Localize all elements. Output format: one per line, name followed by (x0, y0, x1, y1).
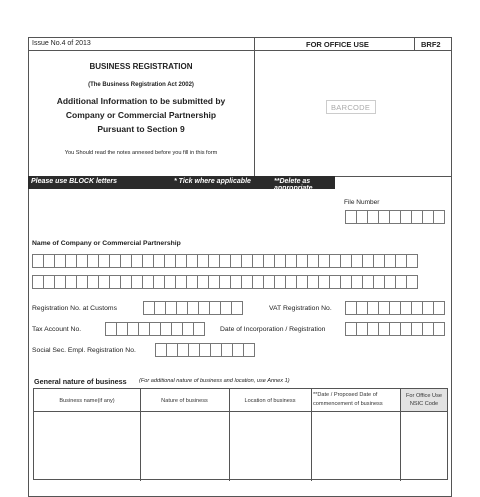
customs-registration-field[interactable] (143, 301, 242, 315)
title-line-3: Pursuant to Section 9 (97, 124, 185, 134)
instruction-bar (28, 176, 335, 192)
customs-registration-label: Registration No. at Customs (32, 305, 117, 312)
act-reference: (The Business Registration Act 2002) (88, 82, 194, 88)
nature-table-header-divider (34, 411, 447, 412)
company-name-field-row-2[interactable] (32, 275, 417, 289)
incorporation-date-field[interactable] (345, 322, 444, 336)
nature-table-col-divider (311, 389, 312, 481)
vat-registration-label: VAT Registration No. (269, 305, 332, 312)
column-header-location: Location of business (244, 398, 296, 404)
character-box[interactable] (406, 254, 418, 268)
tick-instruction: * Tick where applicable (174, 178, 251, 185)
character-box[interactable] (243, 343, 255, 357)
character-box[interactable] (193, 322, 205, 336)
delete-instruction: **Delete as appropriate (274, 178, 313, 192)
character-box[interactable] (433, 210, 445, 224)
nature-annex-note: (For additional nature of business and location, use Annex 1) (139, 378, 290, 384)
header-divider (28, 50, 452, 51)
location-cell[interactable] (231, 413, 309, 479)
form-title: BUSINESS REGISTRATION (89, 62, 193, 71)
tax-account-label: Tax Account No. (32, 326, 82, 333)
character-box[interactable] (433, 322, 445, 336)
vat-registration-field[interactable] (345, 301, 444, 315)
form-code-divider (414, 37, 415, 50)
commencement-date-cell[interactable] (313, 413, 398, 479)
business-name-cell[interactable] (36, 413, 138, 479)
incorporation-date-label: Date of Incorporation / Registration (220, 326, 326, 333)
character-box[interactable] (231, 301, 243, 315)
nature-table (33, 388, 448, 480)
company-name-label: Name of Company or Commercial Partnership (32, 240, 181, 247)
barcode-box (326, 100, 376, 114)
social-security-field[interactable] (155, 343, 254, 357)
column-header-nature: Nature of business (161, 398, 208, 404)
block-letters-instruction: Please use BLOCK letters (31, 178, 117, 185)
nature-heading: General nature of business (34, 377, 127, 386)
title-line-2: Company or Commercial Partnership (65, 110, 217, 120)
tax-account-field[interactable] (105, 322, 204, 336)
company-name-field-row-1[interactable] (32, 254, 417, 268)
title-line-1: Additional Information to be submitted by (56, 96, 226, 106)
column-header-nsic-code: For Office Use NSIC Code (406, 393, 442, 407)
nature-of-business-cell[interactable] (142, 413, 227, 479)
office-use-label: FOR OFFICE USE (306, 40, 369, 49)
issue-number: Issue No.4 of 2013 (32, 40, 91, 47)
file-number-field[interactable] (345, 210, 444, 224)
column-header-commencement-date: **Date / Proposed Date of commencement of business (313, 392, 383, 407)
social-security-label: Social Sec. Empl. Registration No. (32, 347, 136, 354)
character-box[interactable] (433, 301, 445, 315)
column-header-business-name: Business name(if any) (59, 398, 115, 404)
file-number-label: File Number (344, 199, 380, 206)
notes-instruction: You Should read the notes annexed before you fill in this form (64, 150, 218, 156)
barcode-label: BARCODE (331, 103, 371, 112)
character-box[interactable] (406, 275, 418, 289)
form-code: BRF2 (421, 40, 441, 49)
office-use-divider (254, 37, 255, 176)
